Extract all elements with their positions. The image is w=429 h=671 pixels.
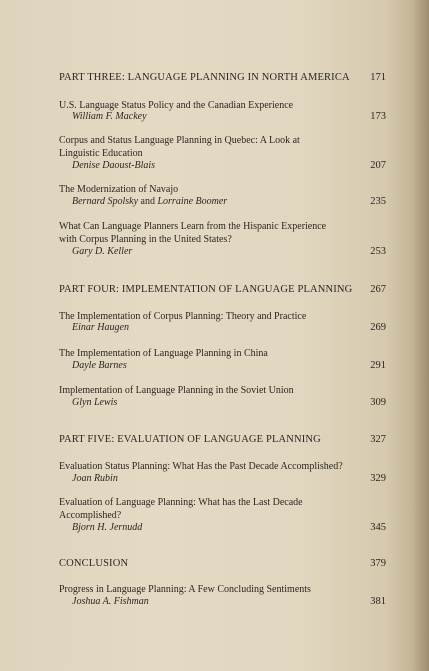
entry-title: Implementation of Language Planning in the Soviet Union — [59, 385, 294, 396]
entry-title: with Corpus Planning in the United States? — [59, 234, 232, 245]
section-page-part-three: 171 — [370, 72, 386, 83]
entry-title: The Implementation of Language Planning in China — [59, 348, 268, 359]
entry-author: Bjorn H. Jernudd — [72, 522, 143, 533]
page-edge-shadow — [413, 0, 429, 671]
entry-title: Evaluation Status Planning: What Has the Past Decade Accomplished? — [59, 461, 343, 472]
entry-title: What Can Language Planners Learn from the Hispanic Experience — [59, 221, 327, 232]
entry-page: 207 — [370, 160, 386, 171]
entry-title: The Implementation of Corpus Planning: Theory and Practice — [59, 311, 307, 322]
entry-page: 291 — [370, 360, 386, 371]
entry-author-name: Lorraine Boomer — [157, 196, 228, 207]
entry-author: Dayle Barnes — [72, 360, 127, 371]
entry-author: Joan Rubin — [72, 473, 118, 484]
entry-page: 309 — [370, 397, 386, 408]
author-conjunction: and — [140, 196, 155, 207]
entry-author: William F. Mackey — [72, 111, 147, 122]
entry-title: Linguistic Education — [59, 148, 143, 159]
entry-page: 235 — [370, 196, 386, 207]
entry-page: 269 — [370, 322, 386, 333]
section-heading-conclusion: CONCLUSION — [59, 558, 129, 569]
entry-author: Joshua A. Fishman — [72, 596, 149, 607]
entry-page: 253 — [370, 246, 386, 257]
entry-title: The Modernization of Navajo — [59, 184, 179, 195]
section-heading-part-three: PART THREE: LANGUAGE PLANNING IN NORTH AMERICA — [59, 72, 350, 83]
entry-title: Evaluation of Language Planning: What has the Last Decade — [59, 497, 303, 508]
entry-author — [72, 196, 342, 207]
entry-page: 173 — [370, 111, 386, 122]
section-heading-part-four: PART FOUR: IMPLEMENTATION OF LANGUAGE PLANNING — [59, 284, 353, 295]
entry-title: Progress in Language Planning: A Few Concluding Sentiments — [59, 584, 311, 595]
entry-title: Accomplished? — [59, 510, 122, 521]
section-heading-part-five: PART FIVE: EVALUATION OF LANGUAGE PLANNING — [59, 434, 321, 445]
entry-author: Einar Haugen — [72, 322, 129, 333]
section-page-conclusion: 379 — [370, 558, 386, 569]
entry-page: 381 — [370, 596, 386, 607]
entry-author-name: Bernard Spolsky — [72, 196, 139, 207]
entry-author: Gary D. Keller — [72, 246, 133, 257]
section-page-part-five: 327 — [370, 434, 386, 445]
entry-author: Glyn Lewis — [72, 397, 118, 408]
section-page-part-four: 267 — [370, 284, 386, 295]
entry-page: 345 — [370, 522, 386, 533]
entry-author: Denise Daoust-Blais — [72, 160, 156, 171]
entry-page: 329 — [370, 473, 386, 484]
entry-title: Corpus and Status Language Planning in Quebec: A Look at — [59, 135, 300, 146]
entry-title: U.S. Language Status Policy and the Canadian Experience — [59, 100, 294, 111]
